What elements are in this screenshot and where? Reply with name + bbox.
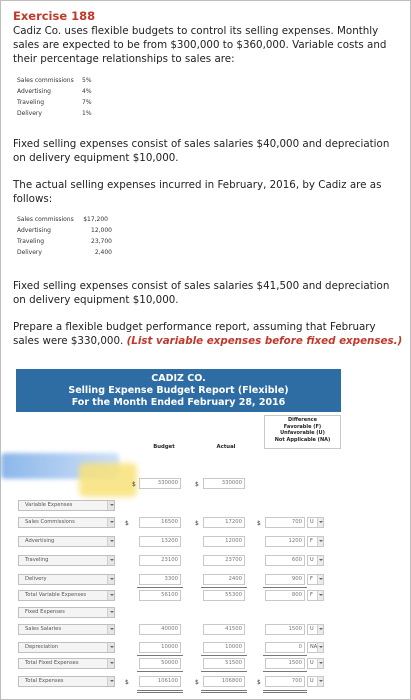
report-header: [16, 369, 341, 412]
subtotal-rule: [201, 587, 247, 588]
percent-label: Sales commissions: [17, 77, 74, 84]
section-label-variable-expenses[interactable]: Variable Expenses: [18, 500, 115, 511]
subtotal-rule: [137, 587, 183, 588]
prepare-emphasis: (List variable expenses before fixed expenses.): [126, 335, 403, 347]
actual-label: Sales commissions: [17, 216, 74, 223]
fu-select[interactable]: F: [307, 590, 324, 601]
fu-select[interactable]: U: [307, 676, 324, 687]
budget-input[interactable]: 50000: [139, 658, 181, 669]
difference-line: Difference: [287, 417, 318, 423]
column-header-budget: Budget: [153, 444, 175, 450]
percent-row: [17, 75, 92, 86]
difference-input[interactable]: 800: [265, 590, 305, 601]
row-label-total-expenses[interactable]: Total Expenses: [18, 676, 115, 687]
chevron-down-icon[interactable]: [317, 537, 323, 546]
budget-input[interactable]: 10000: [139, 642, 181, 653]
subtotal-rule: [201, 655, 247, 656]
difference-input[interactable]: 1500: [265, 624, 305, 635]
percent-label: Traveling: [17, 99, 45, 106]
row-label-total-variable-expenses[interactable]: Total Variable Expenses: [18, 590, 115, 601]
percent-row: [17, 108, 92, 119]
actual-input[interactable]: 2400: [203, 574, 245, 585]
subtotal-rule: [263, 587, 307, 588]
subtotal-rule: [201, 671, 247, 672]
total-double-rule: [201, 690, 247, 693]
percent-row: [17, 86, 92, 97]
percent-label: Advertising: [17, 88, 51, 95]
row-label-sales-commissions[interactable]: Sales Commissions: [18, 517, 115, 528]
fu-select[interactable]: U: [307, 624, 324, 635]
chevron-down-icon[interactable]: [317, 575, 323, 584]
chevron-down-icon[interactable]: [107, 677, 114, 686]
dollar-sign: $: [195, 679, 199, 686]
chevron-down-icon[interactable]: [107, 556, 114, 565]
fu-select[interactable]: F: [307, 536, 324, 547]
actual-value: 2,400: [94, 249, 112, 256]
chevron-down-icon[interactable]: [107, 608, 114, 617]
percent-value: 4%: [82, 88, 92, 95]
section-label-fixed-expenses[interactable]: Fixed Expenses: [18, 607, 115, 618]
dollar-sign: $: [195, 481, 199, 488]
report-period: For the Month Ended February 28, 2016: [71, 397, 286, 408]
total-double-rule: [137, 690, 183, 693]
row-label-delivery[interactable]: Delivery: [18, 574, 115, 585]
actual-label: Traveling: [17, 238, 45, 245]
report-title: Selling Expense Budget Report (Flexible): [68, 385, 289, 396]
budget-input[interactable]: 106100: [139, 676, 181, 687]
chevron-down-icon[interactable]: [317, 556, 323, 565]
column-header-actual: Actual: [216, 444, 236, 450]
chevron-down-icon[interactable]: [107, 501, 114, 510]
actual-label: Delivery: [17, 249, 42, 256]
subtotal-rule: [137, 655, 183, 656]
dollar-sign: $: [195, 520, 199, 527]
difference-input[interactable]: 0: [265, 642, 305, 653]
actual-input[interactable]: 17200: [203, 517, 245, 528]
actual-label: Advertising: [17, 227, 51, 234]
chevron-down-icon[interactable]: [317, 518, 323, 527]
budget-input[interactable]: 3300: [139, 574, 181, 585]
chevron-down-icon[interactable]: [317, 625, 323, 634]
sales-budget-input[interactable]: 330000: [139, 478, 181, 489]
prepare-text: Prepare a flexible budget performance report, assuming that February sales were $330,000.: [13, 321, 376, 347]
actual-value: 12,000: [91, 227, 112, 234]
row-label-sales-salaries[interactable]: Sales Salaries: [18, 624, 115, 635]
fu-select[interactable]: NA: [307, 642, 324, 653]
difference-line: Favorable (F): [283, 423, 322, 430]
difference-input[interactable]: 1200: [265, 536, 305, 547]
fixed-actual-paragraph: Fixed selling expenses consist of sales salaries $41,500 and depreciation on delivery equipment $10,000.: [13, 280, 390, 306]
actual-table: [17, 214, 112, 258]
difference-input[interactable]: 1500: [265, 658, 305, 669]
percent-label: Delivery: [17, 110, 42, 117]
chevron-down-icon[interactable]: [107, 537, 114, 546]
row-label-traveling[interactable]: Traveling: [18, 555, 115, 566]
dollar-sign: $: [125, 679, 129, 686]
row-label-depreciation[interactable]: Depreciation: [18, 642, 115, 653]
chevron-down-icon[interactable]: [107, 625, 114, 634]
budget-input[interactable]: 56100: [139, 590, 181, 601]
subtotal-rule: [137, 671, 183, 672]
budget-input[interactable]: 13200: [139, 536, 181, 547]
percent-row: [17, 97, 92, 108]
actual-input[interactable]: 106800: [203, 676, 245, 687]
chevron-down-icon[interactable]: [317, 643, 323, 652]
difference-input[interactable]: 900: [265, 574, 305, 585]
difference-input[interactable]: 600: [265, 555, 305, 566]
chevron-down-icon[interactable]: [317, 659, 323, 668]
intro-paragraph: Cadiz Co. uses flexible budgets to control its selling expenses. Monthly sales are expected to be from $300,000 to $360,000. Variable costs and their percentage relationships to sales are:: [13, 25, 387, 65]
fu-select[interactable]: U: [307, 517, 324, 528]
subtotal-rule: [263, 671, 307, 672]
budget-input[interactable]: 23100: [139, 555, 181, 566]
fu-select[interactable]: F: [307, 574, 324, 585]
actual-row: [17, 214, 112, 225]
percent-value: 5%: [82, 77, 92, 84]
fu-select[interactable]: U: [307, 555, 324, 566]
chevron-down-icon[interactable]: [317, 591, 323, 600]
actual-row: [17, 247, 112, 258]
difference-input[interactable]: 700: [265, 676, 305, 687]
sales-actual-input[interactable]: 330000: [203, 478, 245, 489]
report-company: CADIZ CO.: [151, 373, 206, 384]
dollar-sign: $: [257, 520, 261, 527]
fu-select[interactable]: U: [307, 658, 324, 669]
chevron-down-icon[interactable]: [107, 643, 114, 652]
chevron-down-icon[interactable]: [107, 575, 114, 584]
actual-input[interactable]: 23700: [203, 555, 245, 566]
subtotal-rule: [263, 655, 307, 656]
actual-input[interactable]: 12000: [203, 536, 245, 547]
column-header-difference: [264, 415, 341, 449]
actual-intro-paragraph: The actual selling expenses incurred in February, 2016, by Cadiz are as follows:: [13, 179, 382, 205]
actual-value: $17,200: [83, 216, 108, 223]
fixed-budget-paragraph: Fixed selling expenses consist of sales salaries $40,000 and depreciation on delivery equipment $10,000.: [13, 138, 390, 164]
actual-input[interactable]: 10000: [203, 642, 245, 653]
percent-value: 7%: [82, 99, 92, 106]
total-double-rule: [263, 690, 307, 693]
actual-value: 23,700: [91, 238, 112, 245]
prepare-paragraph: [13, 320, 405, 348]
chevron-down-icon[interactable]: [107, 659, 114, 668]
budget-input[interactable]: 40000: [139, 624, 181, 635]
chevron-down-icon[interactable]: [107, 591, 114, 600]
budget-input[interactable]: 16500: [139, 517, 181, 528]
dollar-sign: $: [125, 520, 129, 527]
percent-table: [17, 75, 92, 119]
actual-input[interactable]: 41500: [203, 624, 245, 635]
actual-row: [17, 225, 112, 236]
actual-row: [17, 236, 112, 247]
redacted-highlight: [79, 463, 137, 497]
difference-input[interactable]: 700: [265, 517, 305, 528]
chevron-down-icon[interactable]: [107, 518, 114, 527]
row-label-total-fixed-expenses[interactable]: Total Fixed Expenses: [18, 658, 115, 669]
actual-input[interactable]: 55300: [203, 590, 245, 601]
actual-input[interactable]: 51500: [203, 658, 245, 669]
exercise-title: Exercise 188: [13, 9, 96, 23]
dollar-sign: $: [132, 481, 136, 488]
percent-value: 1%: [82, 110, 92, 117]
chevron-down-icon[interactable]: [317, 677, 323, 686]
dollar-sign: $: [257, 679, 261, 686]
row-label-advertising[interactable]: Advertising: [18, 536, 115, 547]
difference-line: Unfavorable (U): [280, 430, 325, 436]
difference-line: Not Applicable (NA): [274, 436, 331, 443]
